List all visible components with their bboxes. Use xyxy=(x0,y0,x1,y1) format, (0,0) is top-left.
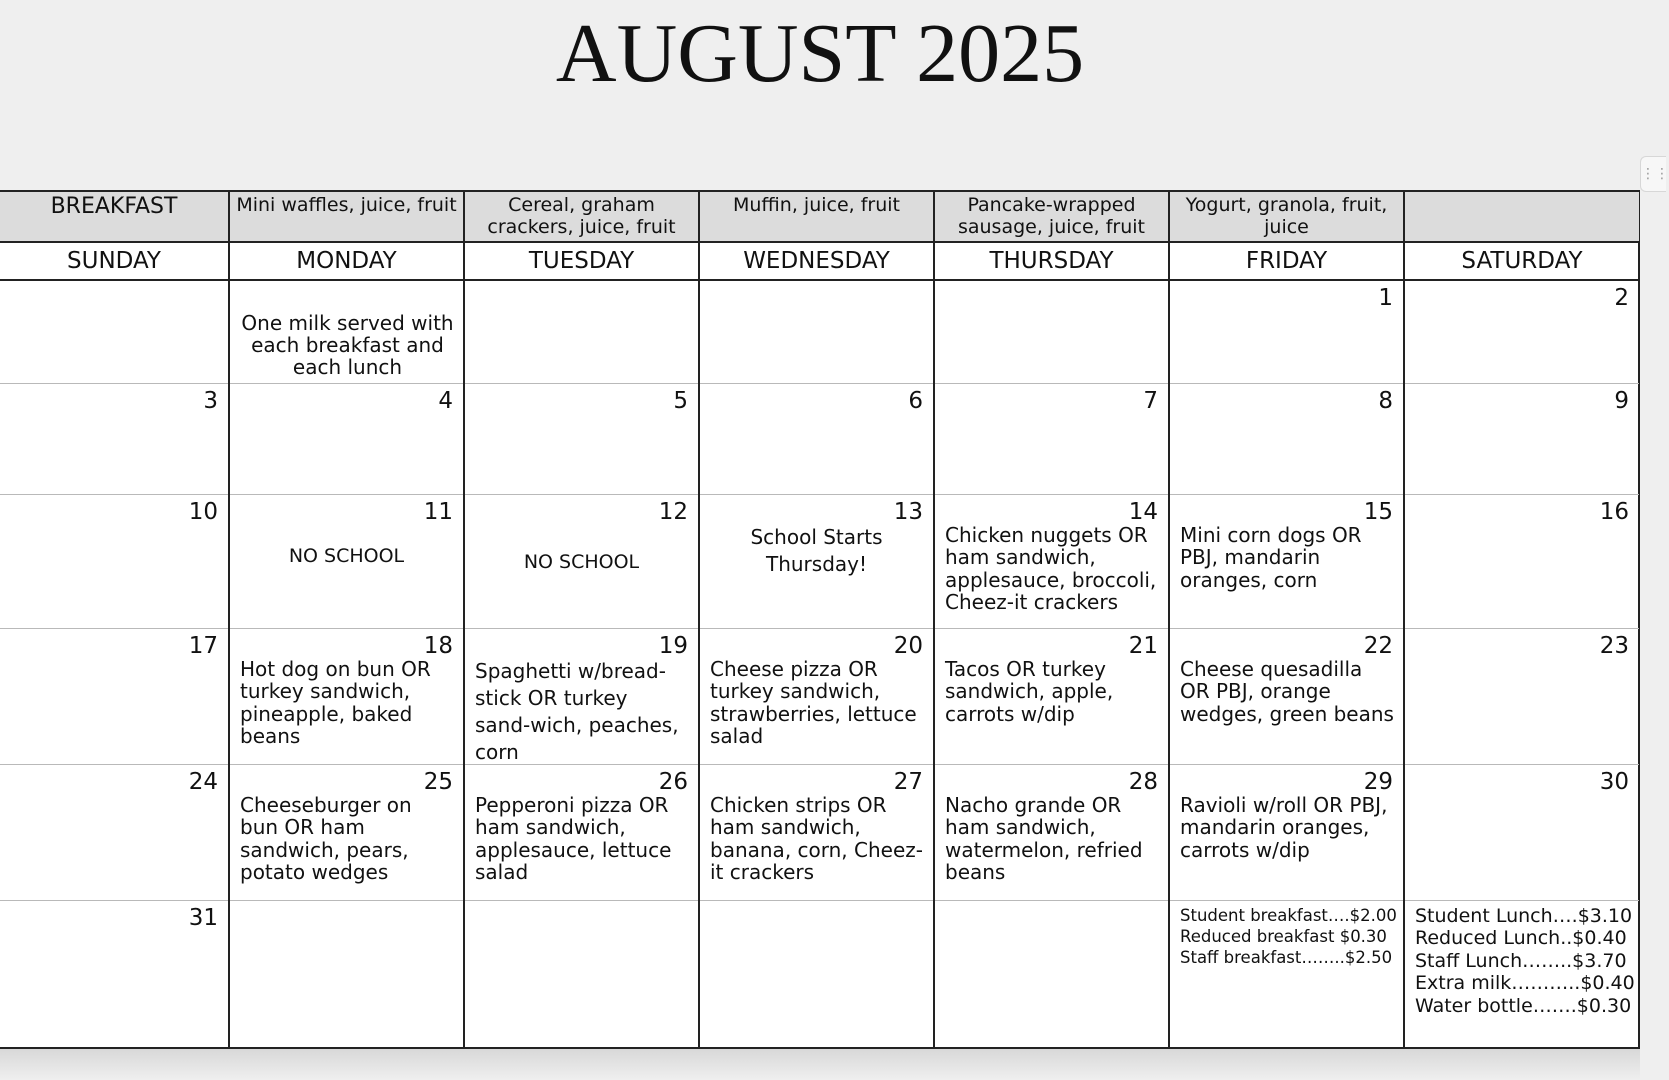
day-cell xyxy=(699,280,934,383)
day-number: 4 xyxy=(438,387,453,414)
lunch-prices-cell xyxy=(1404,900,1639,1047)
day-cell xyxy=(464,628,699,764)
day-cell xyxy=(934,494,1169,628)
day-number: 24 xyxy=(188,768,218,795)
no-school-label: NO SCHOOL xyxy=(523,550,640,573)
lunch-menu: Cheeseburger on bun OR ham sandwich, pears, potato wedges xyxy=(240,792,412,884)
day-number: 17 xyxy=(188,632,218,659)
day-cell xyxy=(229,628,464,764)
lunch-menu: Chicken nuggets OR ham sandwich, applesauce, broccoli, Cheez-it crackers xyxy=(945,522,1157,614)
day-cell xyxy=(699,494,934,628)
day-cell xyxy=(1169,383,1404,494)
lunch-menu: Spaghetti w/bread-stick OR turkey sand-wich, peaches, corn xyxy=(475,658,679,764)
day-cell xyxy=(464,764,699,900)
lunch-menu: Chicken strips OR ham sandwich, banana, corn, Cheez-it crackers xyxy=(710,792,923,884)
lunch-prices xyxy=(1415,905,1633,1018)
day-cell xyxy=(934,764,1169,900)
day-cell xyxy=(0,494,229,628)
week-row xyxy=(0,494,1639,628)
breakfast-prices xyxy=(1180,905,1397,968)
day-number: 23 xyxy=(1599,632,1629,659)
day-number: 5 xyxy=(673,387,688,414)
breakfast-thursday: Pancake-wrapped sausage, juice, fruit xyxy=(934,192,1169,242)
day-cell xyxy=(934,900,1169,1047)
day-cell xyxy=(699,900,934,1047)
day-number: 18 xyxy=(423,632,453,659)
day-number: 16 xyxy=(1599,498,1629,525)
lunch-menu: Pepperoni pizza OR ham sandwich, applesauce, lettuce salad xyxy=(475,792,672,884)
price-line: Student breakfast….$2.00 xyxy=(1180,905,1397,925)
day-cell xyxy=(934,280,1169,383)
lunch-menu: Cheese pizza OR turkey sandwich, strawberries, lettuce salad xyxy=(710,656,917,748)
day-cell xyxy=(464,383,699,494)
day-number: 14 xyxy=(1128,498,1158,525)
day-cell xyxy=(229,383,464,494)
lunch-menu: Mini corn dogs OR PBJ, mandarin oranges, corn xyxy=(1180,522,1362,592)
breakfast-label: BREAKFAST xyxy=(0,192,229,242)
price-line: Reduced breakfast $0.30 xyxy=(1180,926,1387,946)
day-cell xyxy=(1169,764,1404,900)
price-line: Water bottle…….$0.30 xyxy=(1415,994,1632,1017)
day-cell xyxy=(464,494,699,628)
drag-handle-icon[interactable]: ⋮⋮ xyxy=(1640,156,1666,192)
day-cell xyxy=(699,628,934,764)
weekday-saturday: SATURDAY xyxy=(1404,242,1639,280)
lunch-menu: Nacho grande OR ham sandwich, watermelon, refried beans xyxy=(945,792,1143,884)
price-line: Student Lunch….$3.10 xyxy=(1415,904,1633,927)
week-row xyxy=(0,900,1639,1047)
day-cell xyxy=(1404,628,1639,764)
day-number: 25 xyxy=(423,768,453,795)
weekday-monday: MONDAY xyxy=(229,242,464,280)
weekday-thursday: THURSDAY xyxy=(934,242,1169,280)
day-number: 7 xyxy=(1143,387,1158,414)
day-cell xyxy=(934,628,1169,764)
weekday-friday: FRIDAY xyxy=(1169,242,1404,280)
lunch-menu: Tacos OR turkey sandwich, apple, carrots w/dip xyxy=(945,656,1114,726)
milk-note: One milk served with each breakfast and each lunch xyxy=(241,311,454,379)
price-line: Staff Lunch……..$3.70 xyxy=(1415,949,1627,972)
day-number: 13 xyxy=(893,498,923,525)
day-number: 27 xyxy=(893,768,923,795)
week-row xyxy=(0,280,1639,383)
day-cell xyxy=(229,764,464,900)
weekday-sunday: SUNDAY xyxy=(0,242,229,280)
day-number: 22 xyxy=(1363,632,1393,659)
day-number: 31 xyxy=(188,904,218,931)
day-cell xyxy=(229,900,464,1047)
day-cell xyxy=(464,280,699,383)
lunch-menu: Hot dog on bun OR turkey sandwich, pineapple, baked beans xyxy=(240,656,431,748)
breakfast-row xyxy=(0,192,1639,242)
day-cell xyxy=(1404,383,1639,494)
lunch-menu: Cheese quesadilla OR PBJ, orange wedges, green beans xyxy=(1180,656,1394,726)
week-row xyxy=(0,764,1639,900)
day-cell xyxy=(699,383,934,494)
day-number: 26 xyxy=(658,768,688,795)
page-title: AUGUST 2025 xyxy=(555,7,1085,100)
day-number: 30 xyxy=(1599,768,1629,795)
price-line: Reduced Lunch..$0.40 xyxy=(1415,927,1627,949)
day-cell xyxy=(699,764,934,900)
day-number: 6 xyxy=(908,387,923,414)
day-number: 11 xyxy=(423,498,453,525)
day-cell xyxy=(0,764,229,900)
breakfast-friday: Yogurt, granola, fruit, juice xyxy=(1169,192,1404,242)
weekday-wednesday: WEDNESDAY xyxy=(699,242,934,280)
no-school-label: NO SCHOOL xyxy=(288,544,405,567)
price-line: Staff breakfast……..$2.50 xyxy=(1180,947,1393,967)
week-row xyxy=(0,383,1639,494)
lunch-menu: Ravioli w/roll OR PBJ, mandarin oranges, carrots w/dip xyxy=(1180,792,1388,862)
day-number: 12 xyxy=(658,498,688,525)
day-cell xyxy=(229,280,464,383)
day-number: 2 xyxy=(1614,285,1629,311)
day-cell xyxy=(0,280,229,383)
day-number: 29 xyxy=(1363,768,1393,795)
breakfast-wednesday: Muffin, juice, fruit xyxy=(699,192,934,242)
breakfast-tuesday: Cereal, graham crackers, juice, fruit xyxy=(464,192,699,242)
school-starts-note: School Starts Thursday! xyxy=(750,524,883,576)
day-number: 20 xyxy=(893,632,923,659)
day-cell xyxy=(0,628,229,764)
breakfast-saturday xyxy=(1404,192,1639,242)
day-cell xyxy=(934,383,1169,494)
day-cell xyxy=(1169,628,1404,764)
day-cell xyxy=(1169,494,1404,628)
weekday-tuesday: TUESDAY xyxy=(464,242,699,280)
day-number: 19 xyxy=(658,632,688,659)
calendar-table xyxy=(0,190,1640,1049)
week-row xyxy=(0,628,1639,764)
page-shadow xyxy=(0,1049,1640,1080)
weekday-header-row xyxy=(0,242,1639,280)
price-line: Extra milk………..$0.40 xyxy=(1415,972,1635,994)
day-cell xyxy=(1404,280,1639,383)
day-cell xyxy=(464,900,699,1047)
breakfast-prices-cell xyxy=(1169,900,1404,1047)
day-number: 28 xyxy=(1128,768,1158,795)
day-cell xyxy=(1404,764,1639,900)
breakfast-monday: Mini waffles, juice, fruit xyxy=(229,192,464,242)
day-number: 9 xyxy=(1614,387,1629,414)
day-cell xyxy=(0,383,229,494)
day-number: 15 xyxy=(1363,498,1393,525)
day-number: 21 xyxy=(1128,632,1158,659)
day-number: 1 xyxy=(1378,285,1393,311)
day-cell xyxy=(1169,280,1404,383)
day-cell xyxy=(0,900,229,1047)
day-number: 10 xyxy=(188,498,218,525)
day-number: 8 xyxy=(1378,387,1393,414)
day-cell xyxy=(229,494,464,628)
day-number: 3 xyxy=(203,387,218,414)
day-cell xyxy=(1404,494,1639,628)
